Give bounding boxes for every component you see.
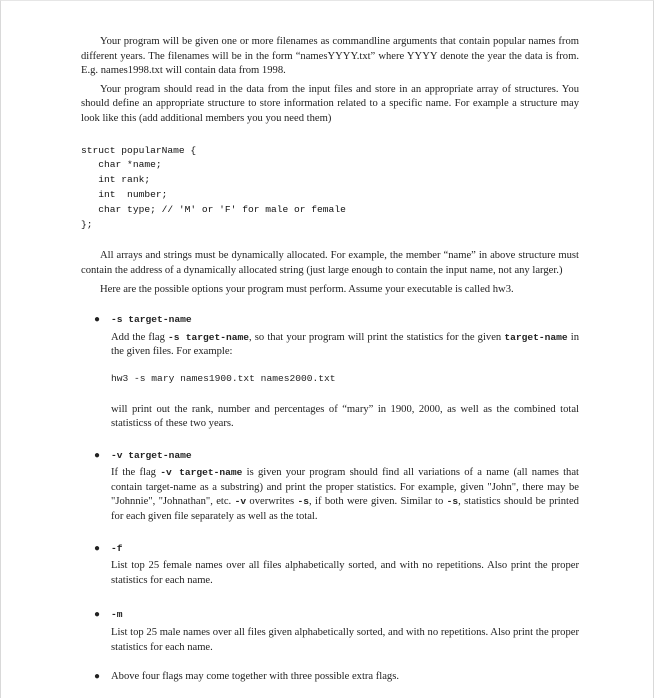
options-intro-paragraph: Here are the possible options your program must perform. Assume your executable is called hw3. (100, 283, 514, 295)
text-run: , if both were given. Similar to (309, 496, 447, 508)
document-body (81, 35, 579, 685)
inline-flag: -s (297, 496, 310, 508)
inline-flag: -s target-name (167, 331, 250, 343)
text-run: , statistics should be printed for each given file separately as well as the total. (111, 496, 579, 523)
allocation-paragraph: All arrays and strings must be dynamically allocated. For example, the member “name” in above structure must contain the address of a dynamically allocated string (just large enough to contain the input name, not any larger.) (81, 250, 579, 276)
bullet-icon: ● (94, 609, 101, 621)
option-s-description (111, 331, 579, 360)
text-run: in the given files. For example: (111, 331, 580, 358)
bullet-icon: ● (94, 671, 101, 683)
option-m-title: -m (111, 609, 123, 621)
text-run: If the flag (111, 467, 161, 479)
option-m (81, 608, 579, 655)
text-run: overwrites (246, 496, 298, 508)
option-f-title: -f (111, 542, 123, 554)
inline-flag: -s (446, 496, 459, 508)
inline-flag: -v (234, 496, 247, 508)
text-run: Add the flag (111, 331, 168, 343)
option-s (81, 313, 579, 432)
option-v-description (111, 466, 579, 524)
text-run: , so that your program will print the statistics for the given (249, 331, 505, 343)
struct-code-block: struct popularName { char *name; int rank; int number; char type; // 'M' or 'F' for male or female }; (81, 144, 346, 230)
inline-target: target-name (504, 331, 568, 343)
option-f-description: List top 25 female names over all files alphabetically sorted, and with no repetitions. Also print the proper statistics for each name. (111, 560, 579, 586)
option-f (81, 542, 579, 589)
option-s-example-command: hw3 -s mary names1900.txt names2000.txt (111, 372, 336, 384)
bullet-icon: ● (94, 314, 101, 326)
inline-flag: -v target-name (160, 467, 243, 479)
bullet-icon: ● (94, 542, 101, 554)
option-extra (81, 670, 579, 685)
option-s-title: -s target-name (111, 314, 192, 326)
option-v (81, 449, 579, 525)
option-v-title: -v target-name (111, 449, 192, 461)
option-m-description: List top 25 male names over all files given alphabetically sorted, and with no repetitions. Also print the proper statistics for each name. (111, 627, 579, 653)
option-extra-text: Above four flags may come together with three possible extra flags. (111, 671, 400, 683)
text-run: is given your program should find all variations of a name (all names that contain target-name as a substring) and print the proper statistics. For example, given "John", there may be "Johnnie", "Johnathan", etc. (111, 467, 579, 508)
option-s-result: will print out the rank, number and percentages of “mary” in 1900, 2000, as well as the combined total statisticss of these two years. (111, 403, 579, 430)
intro-paragraph-1: Your program will be given one or more filenames as commandline arguments that contain popular names from different years. The filenames will be in the form “namesYYYY.txt” where YYYY denote the year the data is from. E.g. names1998.txt will contain data from 1998. (81, 36, 579, 77)
bullet-icon: ● (94, 449, 101, 461)
intro-paragraph-2: Your program should read in the data from the input files and store in an appropriate array of structures. You should define an appropriate structure to store information related to a specific name. For example a structure may look like this (add additional members you you need them) (81, 83, 579, 124)
options-list (81, 313, 579, 685)
